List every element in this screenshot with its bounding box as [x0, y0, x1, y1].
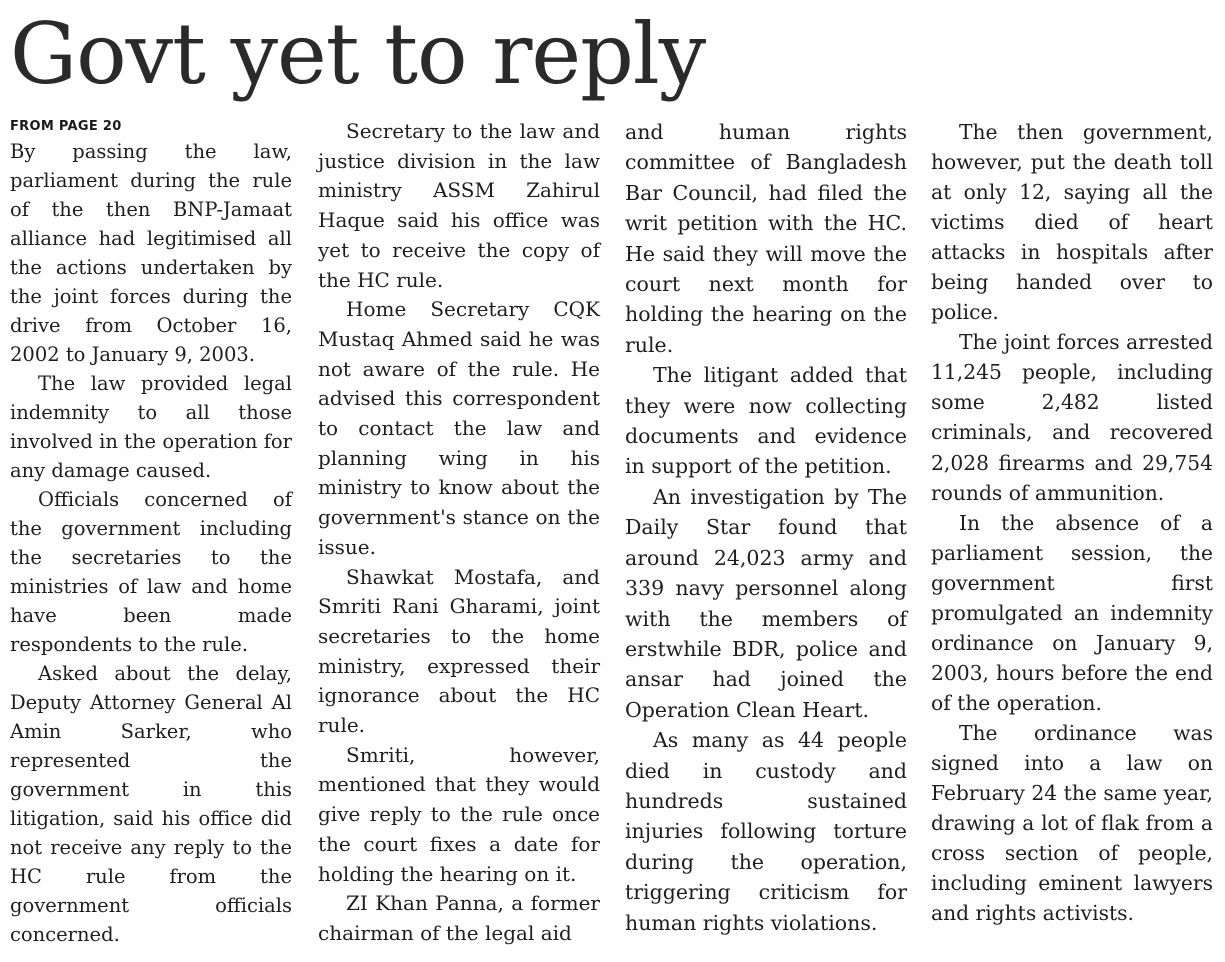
- paragraph: The joint forces arrested 11,245 people, including some 2,482 listed criminals, and recovered 2,028 firearms and 29,754 rounds of ammunition.: [931, 330, 1213, 505]
- paragraph: Shawkat Mostafa, and Smriti Rani Gharami, joint secretaries to the home ministry, expressed their ignorance about the HC rule.: [318, 564, 600, 738]
- article-body: [10, 117, 1215, 957]
- paragraph: In the absence of a parliament session, the government first promulgated an indemnity ordinance on January 9, 2003, hours before the end of the operation.: [931, 510, 1213, 715]
- paragraph: By passing the law, parliament during the rule of the then BNP-Jamaat alliance had legitimised all the actions undertaken by the joint forces during the drive from October 16, 2002 to January 9, 2003.: [10, 140, 292, 366]
- paragraph: ZI Khan Panna, a former chairman of the legal aid: [318, 891, 600, 945]
- paragraph: Officials concerned of the government including the secretaries to the ministries of law and home have been made respondents to the rule.: [10, 488, 292, 656]
- article-column-3: [625, 117, 907, 938]
- article-column-4: [931, 117, 1213, 928]
- headline: Govt yet to reply: [10, 5, 706, 103]
- kicker-from-page: FROM PAGE 20: [10, 119, 122, 134]
- paragraph: and human rights committee of Bangladesh Bar Council, had filed the writ petition with the HC. He said they will move the court next month for holding the hearing on the rule.: [625, 120, 907, 357]
- paragraph: Home Secretary CQK Mustaq Ahmed said he was not aware of the rule. He advised this correspondent to contact the law and planning wing in his ministry to know about the government's stance on the issue.: [318, 297, 600, 559]
- paragraph: Asked about the delay, Deputy Attorney General Al Amin Sarker, who represented the government in this litigation, said his office did not receive any reply to the HC rule from the government officials concerned.: [10, 662, 292, 946]
- article-column-1: [10, 117, 292, 949]
- article-column-2: [318, 117, 600, 949]
- paragraph: As many as 44 people died in custody and hundreds sustained injuries following torture during the operation, triggering criticism for human rights violations.: [625, 728, 907, 935]
- paragraph: The then government, however, put the death toll at only 12, saying all the victims died of heart attacks in hospitals after being handed over to police.: [931, 120, 1213, 325]
- paragraph: The litigant added that they were now collecting documents and evidence in support of the petition.: [625, 363, 907, 479]
- paragraph: Smriti, however, mentioned that they would give reply to the rule once the court fixes a date for holding the hearing on it.: [318, 742, 600, 886]
- paragraph: Secretary to the law and justice division in the law ministry ASSM Zahirul Haque said his office was yet to receive the copy of the HC rule.: [318, 119, 600, 292]
- paragraph: The law provided legal indemnity to all those involved in the operation for any damage caused.: [10, 372, 292, 482]
- paragraph: An investigation by The Daily Star found that around 24,023 army and 339 navy personnel along with the members of erstwhile BDR, police and ansar had joined the Operation Clean Heart.: [625, 484, 907, 722]
- paragraph: The ordinance was signed into a law on February 24 the same year, drawing a lot of flak from a cross section of people, including eminent lawyers and rights activists.: [931, 720, 1213, 926]
